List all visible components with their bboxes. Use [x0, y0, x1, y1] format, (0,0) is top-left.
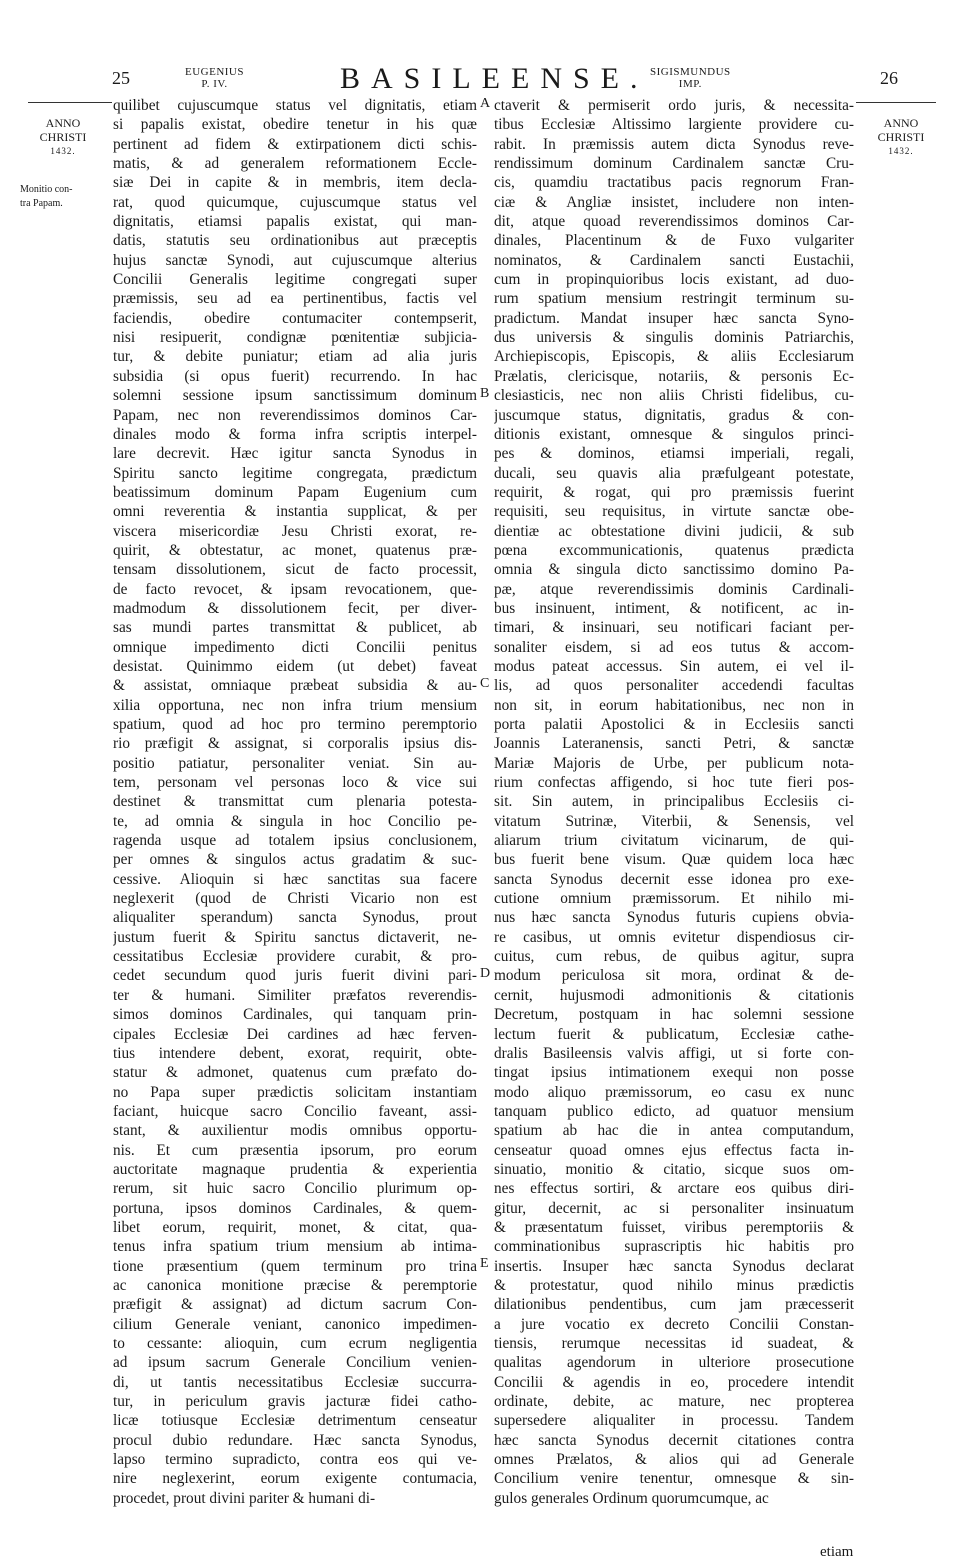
- text-line: beatissimum dominum Papam Eugenium cum: [113, 483, 477, 501]
- text-line: cipales Ecclesiæ Dei cardines ad hæc ferven-: [113, 1025, 477, 1043]
- text-line: cuitus, cum rebus, de quibus agitur, supra: [494, 948, 854, 966]
- text-line: porta palatii Apostolici & in Ecclesiis sancti: [494, 716, 854, 733]
- text-line: auctoritate magnaque prudentia & experientia: [113, 1160, 477, 1178]
- header-rule-left: [28, 102, 112, 103]
- text-line: pradictum. Mandat insuper hæc sancta Syno-: [494, 309, 854, 327]
- text-line: gulos generales Ordinum quorumcumque, ac: [494, 1489, 769, 1507]
- text-line: stant, & auxilientur modis omnibus opportu-: [113, 1122, 477, 1140]
- text-line: qualitas agendorum in ulteriore prosecutione: [494, 1354, 854, 1372]
- text-line: nes effectus sortiri, & arctare eos quibus diri-: [494, 1180, 854, 1198]
- text-line: nire neglexerint, eorum exigente contumacia,: [113, 1470, 477, 1488]
- text-line: rum spatium mensium restringit terminum su-: [494, 290, 854, 308]
- text-line: tingat ipsius intimationem exequi non posse: [494, 1064, 854, 1082]
- text-column-left: [113, 96, 477, 1508]
- text-line: tius intendere debent, exorat, requirit, obte-: [113, 1044, 477, 1062]
- text-line: sonaliter eisdem, si ad eos tutus & accom-: [494, 638, 854, 656]
- text-line: Mariæ Majoris de Urbe, per publicum nota-: [494, 754, 854, 772]
- text-line: nisi resipuerit, condignæ pœnitentiæ subjicia-: [113, 329, 477, 347]
- section-letter-d: D: [480, 966, 491, 981]
- text-line: rium confectas affigendo, si hoc tute fieri pos-: [494, 774, 854, 792]
- text-line: ctaverit & permiserit ordo juris, & necessita-: [494, 97, 854, 114]
- text-line: præmissis, seu ad ea pertinentibus, factis vel: [113, 290, 477, 308]
- text-line: pes & dominos, etiamsi imperiali, regali,: [494, 445, 854, 463]
- text-line: nominatos, & Cardinalem sancti Eustachii,: [494, 251, 854, 269]
- running-head-right: [650, 66, 731, 90]
- text-line: tenus infra spatium trium mensium ab intima-: [113, 1238, 477, 1256]
- text-line: faciant, huicque sacro Concilio faveant, assi-: [113, 1102, 477, 1120]
- page-number-right: 26: [880, 68, 898, 88]
- text-line: subsidia (si opus fuerit) recurrendo. In hac: [113, 367, 477, 385]
- text-line: lis, ad quos personaliter accedendi facultas: [494, 677, 854, 695]
- text-line: quirit, & obtestatur, ac monet, quatenus præ-: [113, 541, 477, 559]
- text-line: quilibet cujuscumque status vel dignitatis, etiam: [113, 97, 477, 114]
- text-line: modus pateat accessus. Sin autem, ei vel il-: [494, 657, 854, 675]
- text-line: timari, & insinuari, seu notificari faciant per-: [494, 619, 854, 637]
- text-line: Prælatis, clericisque, notariis, & personis Ec-: [494, 367, 854, 385]
- text-line: datis, statutis seu ordinationibus aut præceptis: [113, 232, 477, 250]
- margin-christi: CHRISTI: [39, 130, 87, 144]
- section-letter-a: A: [480, 96, 491, 111]
- text-line: faciendis, obedire contumaciter contempserit,: [113, 309, 477, 327]
- text-line: Archiepiscopis, Episcopis, & aliis Ecclesiarum: [494, 348, 854, 366]
- text-line: re casibus, ut omnis evitetur dispendiosus cir-: [494, 928, 854, 946]
- text-line: a jure vocatio ex decreto Concilii Constan-: [494, 1315, 854, 1333]
- section-letter-c: C: [480, 676, 490, 691]
- text-line: cedet secundum quod juris fuerit divini pari-: [113, 967, 477, 985]
- text-line: sas mundi partes transmittat & publicet, ab: [113, 619, 477, 637]
- text-line: di, ut tantis necessitatibus Ecclesiæ succurra-: [113, 1373, 477, 1391]
- margin-note-line: Monitio con-: [20, 184, 73, 195]
- running-head-left-line1: EUGENIUS: [185, 66, 244, 78]
- text-line: Spiritu sancto legitime congregata, prædictum: [113, 464, 477, 482]
- text-line: requirit, & rogat, qui pro præmissis fuerint: [494, 483, 854, 501]
- text-line: Concilii Generalis legitime congregati super: [113, 271, 477, 289]
- text-line: rendissimum dominum Cardinalem sanctæ Cru-: [494, 155, 854, 173]
- text-line: tensam dissolutionem, sicut de facto processit,: [113, 561, 477, 579]
- text-line: ad ipsum sacrum Generale Concilium venien-: [113, 1354, 477, 1372]
- text-line: Joannis Lateranensis, sancti Petri, & sanctæ: [494, 735, 854, 753]
- running-head-right-line1: SIGISMUNDUS: [650, 66, 731, 78]
- text-line: rabit. In præmissis autem dicta Synodus reve-: [494, 135, 854, 153]
- margin-year-left: [28, 116, 98, 158]
- text-line: & præsentatum fuisset, viribus peremptoriis &: [494, 1218, 854, 1236]
- text-line: desistat. Quinimmo eidem (ut debet) faveat: [113, 657, 477, 675]
- text-line: dignitatis, etiamsi papalis existat, qui man-: [113, 213, 477, 231]
- text-line: portuna, ipsos dominos Cardinales, & quem-: [113, 1199, 477, 1217]
- text-line: cessitatibus Ecclesiæ providere curabit, & pro-: [113, 948, 477, 966]
- text-line: clesiasticis, nec non aliis Christi fidelibus, cu-: [494, 387, 854, 405]
- text-line: Concilium venire tenentur, omnesque & sin-: [494, 1470, 854, 1488]
- running-head-left-line2: P. IV.: [201, 78, 228, 90]
- text-line: ragenda usque ad totalem ipsius conclusionem,: [113, 832, 477, 850]
- text-line: simos dominos Cardinales, qui tanquam prin-: [113, 1006, 477, 1024]
- text-line: insertis. Insuper hæc sancta Synodus declarat: [494, 1257, 854, 1275]
- text-line: rio præfigit & assignat, si corporalis ipsius dis-: [113, 735, 477, 753]
- running-head-right-line2: IMP.: [678, 78, 702, 90]
- text-line: sinuatio, monitio & citatio, sicque suos om-: [494, 1160, 854, 1178]
- text-line: rerum, sit huic sacro Concilio plurimum op-: [113, 1180, 477, 1198]
- text-line: cutione omnium præmissorum. Et nihilo mi-: [494, 890, 854, 908]
- text-line: tanquam publico edicto, ad quatuor mensium: [494, 1102, 854, 1120]
- text-line: modum periculosa sit mora, ordinat & de-: [494, 967, 854, 985]
- text-line: cessive. Alioquin si hæc sanctitas sua facere: [113, 870, 477, 888]
- margin-year: 1432.: [888, 146, 914, 156]
- margin-note-line: tra Papam.: [20, 198, 63, 209]
- text-line: Papam, nec non reverendissimos dominos Car-: [113, 406, 477, 424]
- text-line: dientiæ ac obtestatione divini judicii, & sub: [494, 522, 854, 540]
- text-line: hæc sancta Synodus decernit citationes contra: [494, 1431, 854, 1449]
- text-line: pœna excommunicationis, quatenus prædicta: [494, 541, 854, 559]
- text-line: matis, & ad generalem reformationem Eccle-: [113, 155, 477, 173]
- text-line: lectum fuerit & publicatum, Ecclesiæ cathe-: [494, 1025, 854, 1043]
- text-line: sancta Synodus decernit esse idonea pro exe-: [494, 870, 854, 888]
- text-line: dinales modo & forma infra scriptis interpel-: [113, 425, 477, 443]
- text-line: ciæ & Angliæ insistet, includere non inten-: [494, 193, 854, 211]
- text-line: de facto revocet, & ipsam revocationem, que-: [113, 580, 477, 598]
- text-line: modo aliquo præmissorum, eo casu ex nunc: [494, 1083, 854, 1101]
- text-line: licæ totiusque Ecclesiæ detrimentum censeatur: [113, 1412, 477, 1430]
- text-line: pertinent ad fidem & extirpationem dicti schis-: [113, 135, 477, 153]
- catchword: etiam: [820, 1544, 854, 1560]
- page-number-left: 25: [112, 68, 130, 88]
- text-line: aliarum trium civitatum vicinarum, de qui-: [494, 832, 854, 850]
- text-line: Concilii & agendis in eo, procedere intendit: [494, 1373, 854, 1391]
- text-line: statur & admonet, quatenus cum præfato do-: [113, 1064, 477, 1082]
- text-line: dilationibus pendentibus, cum jam præcesserit: [494, 1296, 854, 1314]
- text-line: solemni sessione ipsum sanctissimum dominum: [113, 387, 477, 405]
- text-line: no Papa super prædictis solicitam instantiam: [113, 1083, 477, 1101]
- text-line: viscera misericordiæ Jesu Christi exorat, re-: [113, 522, 477, 540]
- text-line: libet eorum, requirit, monet, & citat, qua-: [113, 1218, 477, 1236]
- text-line: to cessante: alioquin, cum ecrum negligentia: [113, 1335, 477, 1352]
- text-line: ac canonica monitione præcise & peremptorie: [113, 1276, 477, 1294]
- text-line: bus fuerit bene visum. Quæ quidem loca hæc: [494, 851, 854, 869]
- text-line: spatium, quod ad hoc pro termino peremptorio: [113, 716, 477, 733]
- text-line: positio patiatur, personaliter veniat. Sin au-: [113, 754, 477, 772]
- text-line: procedet, prout divini pariter & humani di-: [113, 1489, 376, 1507]
- text-line: censeatur quoad omnes ejus effectus facta in-: [494, 1141, 854, 1159]
- text-line: tur, in periculum gravis jacturæ fidei catho-: [113, 1393, 477, 1411]
- text-line: lare decrevit. Hæc igitur sancta Synodus in: [113, 445, 477, 463]
- text-line: xilia opportuna, nec non infra trium mensium: [113, 696, 477, 714]
- page-title: BASILEENSE.: [340, 62, 649, 95]
- text-line: pæ, atque reverendissimis dominis Cardinali-: [494, 580, 854, 598]
- text-line: dus universis & singulis dominis Patriarchis,: [494, 329, 854, 347]
- text-line: per omnes & singulos actus gradatim & suc-: [113, 851, 477, 869]
- text-line: justum fuerit & Spiritu sanctus dictaverit, ne-: [113, 928, 477, 946]
- text-line: omni reverentia & instantia supplicat, & per: [113, 503, 477, 521]
- text-line: omnia & singula dicto sanctissimo domino Pa-: [494, 561, 854, 579]
- section-letter-b: B: [480, 386, 490, 401]
- margin-anno: ANNO: [45, 116, 81, 130]
- text-line: & protestatur, quod nihilo minus prædictis: [494, 1276, 854, 1294]
- text-line: bus insinuent, intiment, & notificent, ac in-: [494, 599, 854, 617]
- text-line: requisiti, seu requisitus, in virtute sanctæ obe-: [494, 503, 854, 521]
- text-line: dralis Basileensis valvis affigi, ut si forte con-: [494, 1044, 854, 1062]
- text-line: destinet & transmittat cum plenaria potesta-: [113, 793, 477, 811]
- text-line: gitur, decernit, ac si personaliter insinuatum: [494, 1199, 854, 1217]
- text-line: tibus Ecclesiæ Altissimo largiente providere cu-: [494, 116, 854, 134]
- text-line: si papalis existat, obedire tenetur in his quæ: [113, 116, 477, 134]
- text-line: cum in propinquioribus locis existant, ad duo-: [494, 271, 854, 289]
- margin-christi: CHRISTI: [877, 130, 925, 144]
- text-line: dinales, Placentinum & de Fuxo vulgariter: [494, 232, 854, 250]
- text-line: vitatum Sutrinæ, Viterbii, & Senensis, vel: [494, 812, 854, 830]
- text-line: spatium ab hac die in antea computandum,: [494, 1122, 854, 1140]
- text-line: lapso termino supradicto, contra eos qui ve-: [113, 1451, 477, 1469]
- running-head-left: [185, 66, 244, 90]
- text-line: tione præsentium (quem terminum pro trina: [113, 1257, 477, 1275]
- text-line: nus hæc sancta Synodus futuris cupiens obvia-: [494, 909, 854, 927]
- text-line: ducali, seu quavis alia præfulgeant potestate,: [494, 464, 854, 482]
- text-line: non sit, in eorum habitationibus, nec non in: [494, 696, 854, 714]
- text-line: Decretum, postquam in hac solemni sessione: [494, 1006, 854, 1024]
- text-line: tem, personam vel personas loco & vice sui: [113, 774, 477, 792]
- text-line: ter & humani. Similiter præfatos reverendis-: [113, 986, 477, 1004]
- text-line: cernit, hujusmodi admonitionis & citationis: [494, 986, 854, 1004]
- text-line: comminationibus suprascriptis hic habitis pro: [494, 1238, 854, 1256]
- text-line: procul dubio redundare. Hæc sancta Synodus,: [113, 1431, 477, 1449]
- margin-note: [20, 183, 112, 211]
- margin-anno: ANNO: [883, 116, 919, 130]
- text-line: nis. Et cum præsentia ipsorum, pro eorum: [113, 1141, 477, 1159]
- text-line: præfigit & assignat) ad dictum sacrum Con-: [113, 1296, 477, 1314]
- text-line: sit. Sin autem, in principalibus Ecclesiis ci-: [494, 793, 854, 811]
- text-line: rat, quod quicumque, cujuscumque status vel: [113, 193, 477, 211]
- text-line: & assistat, omniaque præbeat subsidia & au-: [113, 677, 477, 695]
- text-line: dit, atque quoad reverendissimos dominos Car-: [494, 213, 854, 231]
- section-letter-e: E: [480, 1256, 489, 1271]
- text-line: neglexerit (quod de Christi Vicario non est: [113, 890, 477, 908]
- text-line: supersedere aliqualiter in processu. Tandem: [494, 1412, 854, 1430]
- text-line: siæ Dei in capite & in membris, item decla-: [113, 174, 477, 192]
- text-line: tur, & debite puniatur; etiam ad alia juris: [113, 348, 477, 366]
- margin-year: 1432.: [50, 146, 76, 156]
- text-line: hujus sanctæ Synodi, aut cujuscumque alterius: [113, 251, 477, 269]
- text-line: cis, quamdiu tractatibus pacis regnorum Fran-: [494, 174, 854, 192]
- text-line: ditionis existant, omnesque & singulos princi-: [494, 425, 854, 443]
- text-line: ordinate, debite, ac mature, nec propterea: [494, 1393, 854, 1411]
- text-line: te, ad omnia & singula in hoc Concilio pe-: [113, 812, 477, 830]
- text-line: omnique impedimento dicti Concilii penitus: [113, 638, 477, 656]
- header-rule-right: [856, 102, 936, 103]
- text-line: cilium Generale veniant, canonico impedimen-: [113, 1315, 477, 1333]
- text-line: madmodum & dissolutionem fecit, per diver-: [113, 599, 477, 617]
- text-line: tiensis, rerumque necessitas id suadeat, &: [494, 1335, 854, 1352]
- text-line: juscumque status, dignitatis, gradus & con-: [494, 406, 854, 424]
- text-line: aliqualiter sperandum) sancta Synodus, prout: [113, 909, 477, 927]
- margin-year-right: [866, 116, 936, 158]
- text-line: omnes Prælatos, & alios qui ad Generale: [494, 1451, 854, 1469]
- text-column-right: [494, 96, 854, 1508]
